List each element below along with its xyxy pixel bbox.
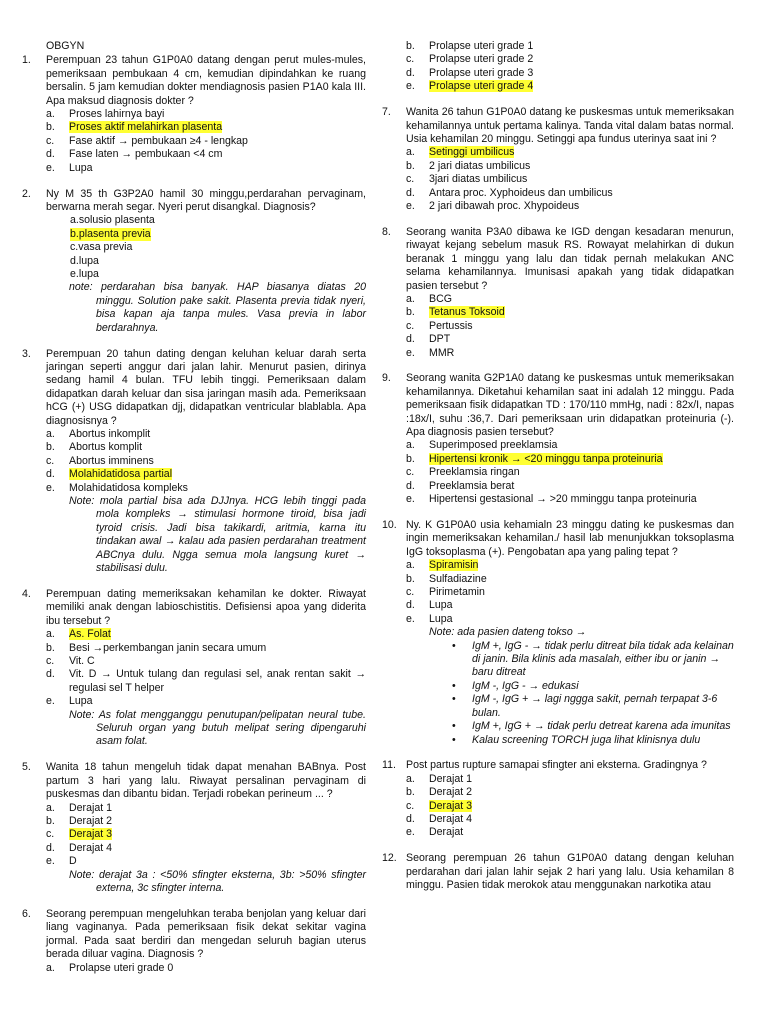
note-text: Note: ada pasien dateng tokso → [429,626,587,639]
option-list [382,559,734,626]
option-text [429,613,734,626]
option-label: a.solusio plasenta [70,214,155,227]
option-label: d.lupa [70,254,99,267]
answer-option [382,67,734,80]
left-column [22,40,366,987]
option-text [429,200,734,213]
option-list [22,428,366,495]
option-label: BCG [429,292,452,305]
question-text: Wanita 26 tahun G1P0A0 datang ke puskesmas untuk memeriksakan kehamilannya untuk pertama kalinya. Tanda vital dalam batas normal. Usia kehamilan 20 minggu. Setinggi apa fundus uterinya saat ini ? [406,106,734,145]
option-letter: d. [406,66,415,79]
option-text [69,135,366,148]
question-stem [382,106,734,146]
answer-option [22,828,366,841]
answer-option [382,306,734,319]
option-letter: a. [46,801,55,814]
option-label: Lupa [429,612,453,625]
question-number: 12. [382,852,397,865]
option-label: Abortus inkomplit [69,427,151,440]
highlighted-answer: Spiramisin [429,559,479,572]
option-letter: c. [406,319,415,332]
option-label: Prolapse uteri grade 2 [429,53,534,66]
answer-note [22,495,366,575]
option-label: Fase aktif → pembukaan ≥4 - lengkap [69,134,248,147]
continued-options [382,40,734,94]
question-number: 6. [22,907,31,920]
question-text: Post partus rupture samapai sfingter ani eksterna. Gradingnya ? [406,759,707,772]
option-letter: d. [406,333,415,346]
note-bullet [452,720,734,733]
option-text [429,786,734,799]
answer-option [382,613,734,626]
option-text [429,347,734,360]
option-label: Lupa [69,695,93,708]
option-letter: b. [46,441,55,454]
answer-option [382,573,734,586]
option-text [429,53,734,66]
question-text: Ny. K G1P0A0 usia kehamialn 23 minggu dating ke puskesmas dan ingin memeriksakan kehamilan./ hasil lab menunjukkan toksoplasma IgG toksoplasma (+). Pengobatan apa yang paling tepat ? [406,519,734,558]
option-letter: e. [46,855,55,868]
option-letter: d. [406,479,415,492]
option-label: c.vasa previa [70,241,133,254]
option-label: Derajat 4 [69,841,112,854]
option-text [69,455,366,468]
answer-option [22,428,366,441]
question-text: Perempuan 23 tahun G1P0A0 datang dengan perut mules-mules, pemeriksaan pembukaan 4 cm, kemudian dipindahkan ke ruang bersalin. 5 jam kemudian dokter mendiagnosis pasien P1A0 kala III. Apa maksud diagnosis dokter ? [46,54,366,107]
highlighted-answer: b.plasenta previa [70,227,151,240]
note-text: Note: derajat 3a : <50% sfingter eksterna, 3b: >50% sfingter externa, 3c sfingter interna. [69,868,366,894]
question-item [22,588,366,749]
option-label: Preeklamsia berat [429,479,515,492]
option-letter: e. [46,695,55,708]
option-label: Abortus komplit [69,441,143,454]
answer-option [382,173,734,186]
option-text [429,559,734,572]
option-letter: e. [406,826,415,839]
option-label: Lupa [69,161,93,174]
option-letter: b. [406,306,415,319]
option-letter: e. [406,80,415,93]
question-number: 8. [382,225,391,238]
option-letter: b. [406,572,415,585]
option-label: Vit. D → Untuk tulang dan regulasi sel, anak rentan sakit → regulasi sel T helper [69,668,366,694]
question-text: Seorang perempuan 26 tahun G1P0A0 datang dengan keluhan perdarahan dari jalan lahir sejak 2 hari yang lalu. Usia kehamilan 8 minggu. Pasien tidak merokok atau menggunakan narkotika atau [406,852,734,892]
note-bullets [382,640,734,747]
option-text [429,187,734,200]
answer-option [22,655,366,668]
answer-option [382,160,734,173]
option-text [69,642,366,655]
answer-option [22,855,366,868]
option-text [69,695,366,708]
option-label: Proses lahirnya bayi [69,108,165,121]
answer-option [382,813,734,826]
question-item [382,372,734,506]
option-letter: d. [46,148,55,161]
option-letter: c. [406,586,415,599]
option-letter: e. [406,346,415,359]
option-label: e.lupa [70,268,99,280]
question-item [382,759,734,839]
option-letter: b. [46,121,55,134]
option-letter: a. [406,292,415,305]
option-label: 3jari diatas umbilicus [429,173,528,186]
note-bullet [452,640,734,680]
question-number: 7. [382,106,391,119]
option-text [429,306,734,319]
question-text: Perempuan 20 tahun dating dengan keluhan keluar darah serta jaringan seperti anggur dari jalan lahir. Menurut pasien, dirinya sedang hamil 4 bulan. TFU lebih tinggi. Pemeriksaan dalam didapatkan darah keluar dan sisa jaringan masih ada. Pemeriksaan hCG (+) USG didapatkan djj, didapatkan ventricular blablabla. Apa diagnosisnya ? [46,347,366,427]
option-letter: d. [406,599,415,612]
option-list [22,214,366,281]
answer-option [22,695,366,708]
bullet-icon: • [452,679,456,692]
option-text [429,40,734,53]
answer-option [382,453,734,466]
option-text [429,773,734,786]
option-text [429,826,734,839]
question-stem [22,188,366,215]
question-item [382,852,734,892]
answer-option [382,146,734,159]
highlighted-answer: Derajat 3 [69,828,112,841]
answer-option [382,80,734,93]
answer-option [22,842,366,855]
option-text [69,148,366,161]
option-label: Preeklamsia ringan [429,466,520,479]
option-label: Derajat 2 [429,786,472,799]
note-text: note: perdarahan bisa banyak. HAP biasanya diatas 20 minggu. Solution pake sakit. Plasenta previa tidak nyeri, bisa kapan aja tanpa mules. Vasa previa in labor berdarahnya. [69,281,366,334]
bullet-icon: • [452,693,456,706]
option-label: Derajat 4 [429,813,472,826]
doc-heading: OBGYN [46,40,85,52]
option-text [429,573,734,586]
option-letter: a. [46,427,55,440]
option-list [382,439,734,506]
option-letter: a. [406,146,415,159]
option-text [69,842,366,855]
option-text [69,121,366,134]
note-text: Note: mola partial bisa ada DJJnya. HCG lebih tinggi pada mola kompleks → stimulasi hormone tiroid, bisa jadi tyroid crisis. Jadi bisa takikardi, aritmia, karna itu tindakan awal → kalau ada pasien perdarahan treatment ABCnya dulu. Ngga semua mola langsung kuret → stabilisasi dulu. [69,495,366,575]
note-bullet [452,734,734,747]
option-letter: a. [406,559,415,572]
option-text [69,962,366,975]
option-label: Superimposed preeklamsia [429,439,558,452]
option-label: Molahidatidosa kompleks [69,481,188,494]
answer-option [22,228,366,241]
bullet-text: IgM -, IgG + → lagi nggga sakit, pernah terpapat 3-6 bulan. [472,693,718,719]
option-list [22,962,366,975]
bullet-icon: • [452,733,456,746]
option-text [429,333,734,346]
option-text [69,855,366,868]
option-text [69,428,366,441]
option-letter: c. [406,799,415,812]
highlighted-answer: Setinggi umbilicus [429,146,515,159]
question-number: 4. [22,587,31,600]
option-text [69,441,366,454]
option-text [429,439,734,452]
option-label: Pirimetamin [429,586,485,599]
highlighted-answer: Molahidatidosa partial [69,468,173,481]
option-label: MMR [429,346,455,359]
option-text [429,160,734,173]
option-letter: b. [406,452,415,465]
question-text: Ny M 35 th G3P2A0 hamil 30 minggu,perdarahan pervaginam, berwarna merah segar. Nyeri perut disangkal. Diagnosis? [46,187,366,213]
option-label: Antara proc. Xyphoideus dan umbilicus [429,186,613,199]
question-number: 3. [22,347,31,360]
option-list [382,146,734,213]
option-letter: c. [46,454,55,467]
answer-option [22,468,366,481]
option-letter: b. [46,641,55,654]
option-list [22,802,366,869]
answer-option [22,455,366,468]
option-text [429,67,734,80]
option-label: Derajat 1 [69,801,112,814]
answer-option [22,108,366,121]
answer-option [382,826,734,839]
option-label: Prolapse uteri grade 0 [69,961,174,974]
answer-option [382,439,734,452]
bullet-text: Kalau screening TORCH juga lihat klinisnya dulu [472,733,701,746]
option-text [429,80,734,93]
option-text [69,108,366,121]
option-label: Derajat 1 [429,772,472,785]
question-stem [22,761,366,801]
option-text [69,828,366,841]
answer-option [22,214,366,227]
option-letter: b. [406,159,415,172]
question-text: Wanita 18 tahun mengeluh tidak dapat menahan BABnya. Post partum 3 hari yang lalu. Riwayat persalinan pervaginam di puskesmas dan dibantu bidan. Terjadi robekan perineum ... ? [46,761,366,801]
option-text [429,320,734,333]
option-label: Lupa [429,599,453,612]
option-letter: c. [406,53,415,66]
question-text: Seorang wanita G2P1A0 datang ke puskesmas untuk memeriksakan kehamilannya. Diketahui kehamilan saat ini adalah 12 minggu. Pada pemeriksaan fisik didapatkan TD : 170/110 mmHg, nadi : 82x/I, napas :18x/I, suhu :36,7. Dari pemeriksaan urin didapatkan proteinuria (-). Apa diagnosis pasien tersebut? [406,372,734,439]
answer-option [382,53,734,66]
answer-option [22,241,366,254]
answer-option [22,642,366,655]
option-label: Prolapse uteri grade 3 [429,66,534,79]
option-letter: a. [406,772,415,785]
option-letter: c. [46,828,55,841]
question-item [22,761,366,895]
option-label: D [69,855,77,868]
question-item [22,54,366,175]
question-item [22,908,366,975]
option-list [382,293,734,360]
question-number: 5. [22,761,31,774]
option-text [429,480,734,493]
answer-option [22,268,366,281]
option-list [382,773,734,840]
option-letter: e. [406,612,415,625]
option-letter: b. [406,40,415,52]
question-stem [382,372,734,439]
answer-option [22,255,366,268]
option-label: Prolapse uteri grade 1 [429,40,534,52]
option-text [429,293,734,306]
answer-note [22,869,366,896]
option-letter: c. [46,654,55,667]
option-letter: d. [46,468,55,481]
answer-option [382,800,734,813]
option-text [69,482,366,495]
bullet-icon: • [452,639,456,652]
question-number: 9. [382,372,391,385]
answer-option [382,40,734,53]
option-label: Vit. C [69,654,95,667]
question-text: Seorang perempuan mengeluhkan teraba benjolan yang keluar dari liang vaginanya. Pada pemeriksaan fisik dekat sekitar vagina jormal. Pada saat berdiri dan mengedan seluruh bagian uterus berada diluar vagina. Diagnosis ? [46,907,366,961]
answer-option [22,802,366,815]
option-label: Abortus imminens [69,454,154,467]
question-number: 11. [382,759,396,772]
answer-option [22,441,366,454]
question-item [22,348,366,576]
answer-option [382,559,734,572]
question-item [382,106,734,213]
answer-note [22,281,366,335]
answer-option [382,320,734,333]
answer-note [382,626,734,639]
question-stem [382,519,734,559]
option-text [429,466,734,479]
option-letter: c. [46,134,55,147]
question-text: Perempuan dating memeriksakan kehamilan ke dokter. Riwayat memiliki anak dengan labioschistitis. Defisiensi apoa yang diderita ibu tersebut ? [46,587,366,627]
question-number: 1. [22,54,31,67]
answer-option [382,187,734,200]
option-letter: d. [46,841,55,854]
answer-option [382,480,734,493]
note-bullet [452,680,734,693]
option-letter: c. [406,466,415,479]
note-text: Note: As folat mengganggu penutupan/pelipatan neural tube. Seluruh organ yang butuh melipat sering dipengaruhi asam folat. [69,708,366,748]
option-letter: c. [406,173,415,186]
highlighted-answer: Prolapse uteri grade 4 [429,80,534,93]
option-letter: e. [46,481,55,494]
question-stem [382,226,734,293]
option-letter: a. [46,108,55,121]
question-number: 2. [22,187,31,200]
option-letter: e. [406,493,415,506]
highlighted-answer: Derajat 3 [429,799,472,812]
option-text [69,668,366,695]
option-text [429,173,734,186]
question-item [382,519,734,747]
option-letter: a. [46,628,55,641]
option-text [69,815,366,828]
option-label: Fase laten → pembukaan <4 cm [69,148,223,161]
option-letter: b. [46,814,55,827]
option-label: DPT [429,333,451,346]
option-text [429,599,734,612]
option-label: Sulfadiazine [429,572,487,585]
answer-option [22,482,366,495]
question-stem [22,588,366,628]
option-list [22,628,366,708]
question-stem [22,348,366,428]
answer-option [22,668,366,695]
option-text [69,655,366,668]
option-text [429,586,734,599]
option-letter: e. [46,161,55,174]
option-letter: a. [406,439,415,452]
bullet-text: IgM +, IgG + → tidak perlu detreat karena ada imunitas [472,720,731,733]
right-column [382,40,734,905]
question-item [22,188,366,335]
highlighted-answer: Proses aktif melahirkan plasenta [69,121,223,134]
answer-option [382,786,734,799]
answer-option [382,493,734,506]
bullet-text: IgM +, IgG - → tidak perlu ditreat bila tidak ada kelainan di janin. Bila klinis ada masalah, either ibu or janin → baru ditreat [472,639,734,679]
highlighted-answer: Tetanus Toksoid [429,306,505,319]
answer-option [382,599,734,612]
option-list [22,108,366,175]
option-text [429,146,734,159]
answer-option [382,293,734,306]
answer-option [22,148,366,161]
question-number: 10. [382,519,397,531]
bullet-text: IgM -, IgG - → edukasi [472,679,579,692]
option-label: Pertussis [429,319,473,332]
option-text [69,628,366,641]
answer-option [22,628,366,641]
option-label: Besi →perkembangan janin secara umum [69,641,267,654]
option-text [429,453,734,466]
question-text: Seorang wanita P3A0 dibawa ke IGD dengan kesadaran menurun, riwayat kejang sebelum masuk RS. Rowayat melahirkan di dukun beranak 1 minggu yang lalu dan tidak pernah melakukan ANC selama kehamilannya. Imunisasi apakah yang tidak didapatkan pasien tersebut ? [406,225,734,292]
note-bullet [452,693,734,720]
option-text [429,493,734,506]
option-text [429,813,734,826]
question-stem [22,54,366,108]
option-label: Derajat [429,826,464,839]
highlighted-answer: As. Folat [69,628,111,641]
option-letter: d. [46,668,55,681]
option-text [429,800,734,813]
option-label: Derajat 2 [69,814,112,827]
answer-option [382,333,734,346]
bullet-icon: • [452,720,456,733]
answer-option [22,135,366,148]
answer-option [22,162,366,175]
question-stem [382,852,734,892]
option-letter: e. [406,199,415,212]
question-stem [382,759,734,772]
option-label: Hipertensi gestasional → >20 mminggu tanpa proteinuria [429,493,697,506]
option-letter: d. [406,186,415,199]
answer-option [382,586,734,599]
answer-option [22,121,366,134]
highlighted-answer: Hipertensi kronik → <20 minggu tanpa proteinuria [429,452,663,465]
answer-option [382,773,734,786]
option-label: 2 jari dibawah proc. Xhypoideus [429,199,580,212]
answer-option [382,347,734,360]
question-item [382,226,734,360]
question-stem [22,908,366,962]
option-label: 2 jari diatas umbilicus [429,159,531,172]
option-text [69,468,366,481]
option-text [69,162,366,175]
answer-option [382,466,734,479]
answer-option [382,200,734,213]
answer-option [22,815,366,828]
option-text [69,802,366,815]
option-letter: a. [46,961,55,974]
option-letter: b. [406,786,415,799]
answer-option [22,962,366,975]
answer-note [22,709,366,749]
option-letter: d. [406,813,415,826]
